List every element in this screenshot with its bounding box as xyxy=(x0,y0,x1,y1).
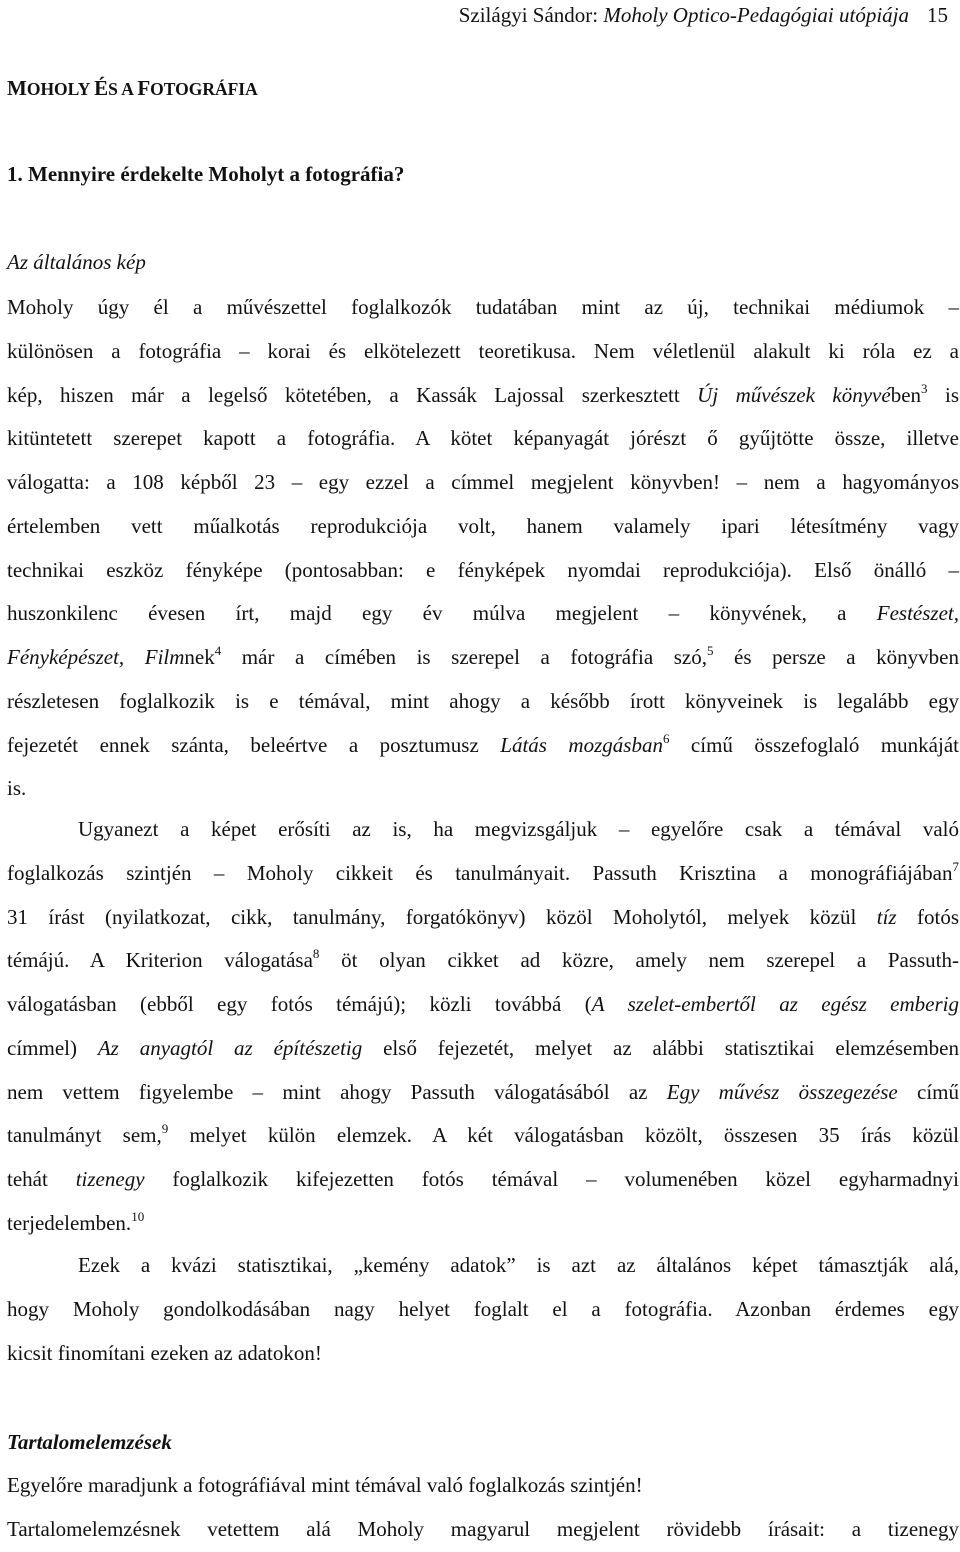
paragraph-1: Moholy úgy él a művészettel foglalkozók tudatában mint az új, technikai médiumok – különösen a fotográfia – korai és elkötelezett teoretikusa. Nem véletlenül alakult ki róla ez a kép, hiszen már a legelső kötetében, a Kassák Lajossal szerkesztett Új művészek könyvében$^3$ is kitüntetett szerepet kapott a fotográfia. A kötet képanyagát jórészt ő gyűjtötte össze, illetve válogatta: a 108 képből 23 – egy ezzel a címmel megjelent könyvben! – nem a hagyományos értelemben vett műalkotás reprodukciója volt, hanem valamely ipari létesítmény vagy technikai eszköz fényképe (pontosabban: e fényképek nyomdai reprodukciója). Első önálló – huszonkilenc évesen írt, majd egy év múlva megjelent – könyvének, a Festészet, Fényképészet, Filmnek$^4$ már a címében is szerepel a fotográfia szó,$^5$ és persze a könyvben részletesen foglalkozik is e témával, mint ahogy a később írott könyveinek is legalább egy fejezetét ennek szánta, beleértve a posztumusz Látás mozgásban$^6$ című összefoglaló munkáját is. xyxy=(7,295,959,801)
footnote-ref: 6 xyxy=(662,730,670,746)
footnote-ref: 9 xyxy=(161,1121,169,1137)
header-title: Moholy Optico-Pedagógiai utópiája xyxy=(603,3,909,27)
heading-general-picture: Az általános kép xyxy=(7,250,146,274)
paragraph-2: Ugyanezt a képet erősíti az is, ha megvizsgáljuk – egyelőre csak a témával való foglalkozás szintjén – Moholy cikkeit és tanulmányait. Passuth Krisztina a monográfiájában$^7$ 31 írást (nyilatkozat, cikk, tanulmány, forgatókönyv) közöl Moholytól, melyek közül tíz fotós témájú. A Kriterion válogatása$^8$ öt olyan cikket ad közre, amely nem szerepel a Passuth- válogatásban (ebből egy fotós témájú); közli továbbá (A szelet-embertől az egész emberig címmel) Az anyagtól az építészetig első fejezetét, melyet az alábbi statisztikai elemzésemben nem vettem figyelembe – mint ahogy Passuth válogatásából az Egy művész összegezése című tanulmányt sem,$^9$ melyet külön elemzek. A két válogatásban közölt, összesen 35 írás közül tehát tizenegy foglalkozik kifejezetten fotós témával – volumenében közel egyharmadnyi terjedelemben.$^{10}$ xyxy=(7,817,960,1235)
header-author: Szilágyi Sándor: xyxy=(458,3,599,27)
section-title: MOHOLY ÉS A FOTOGRÁFIA xyxy=(7,76,258,100)
footnote-ref: 10 xyxy=(131,1208,145,1224)
heading-content-analysis: Tartalomelemzések xyxy=(7,1430,172,1454)
running-header xyxy=(459,2,948,28)
footnote-ref: 8 xyxy=(312,946,320,962)
footnote-ref: 5 xyxy=(706,643,714,658)
subsection-heading: 1. Mennyire érdekelte Moholyt a fotográfia? xyxy=(7,162,405,186)
footnote-ref: 3 xyxy=(921,380,928,396)
paragraph-4: Egyelőre maradjunk a fotográfiával mint témával való foglalkozás szintjén! Tartalomelemzésnek vetettem alá Moholy magyarul megjelent rövidebb írásait: a tizenegy xyxy=(7,1473,959,1541)
page-number: 15 xyxy=(927,3,948,27)
footnote-ref: 4 xyxy=(214,643,222,658)
paragraph-3: Ezek a kvázi statisztikai, „kemény adatok” is azt az általános képet támasztják alá, hogy Moholy gondolkodásában nagy helyet foglalt el a fotográfia. Azonban érdemes egy kicsit finomítani ezeken az adatokon! xyxy=(7,1253,959,1365)
footnote-ref: 7 xyxy=(952,858,959,874)
